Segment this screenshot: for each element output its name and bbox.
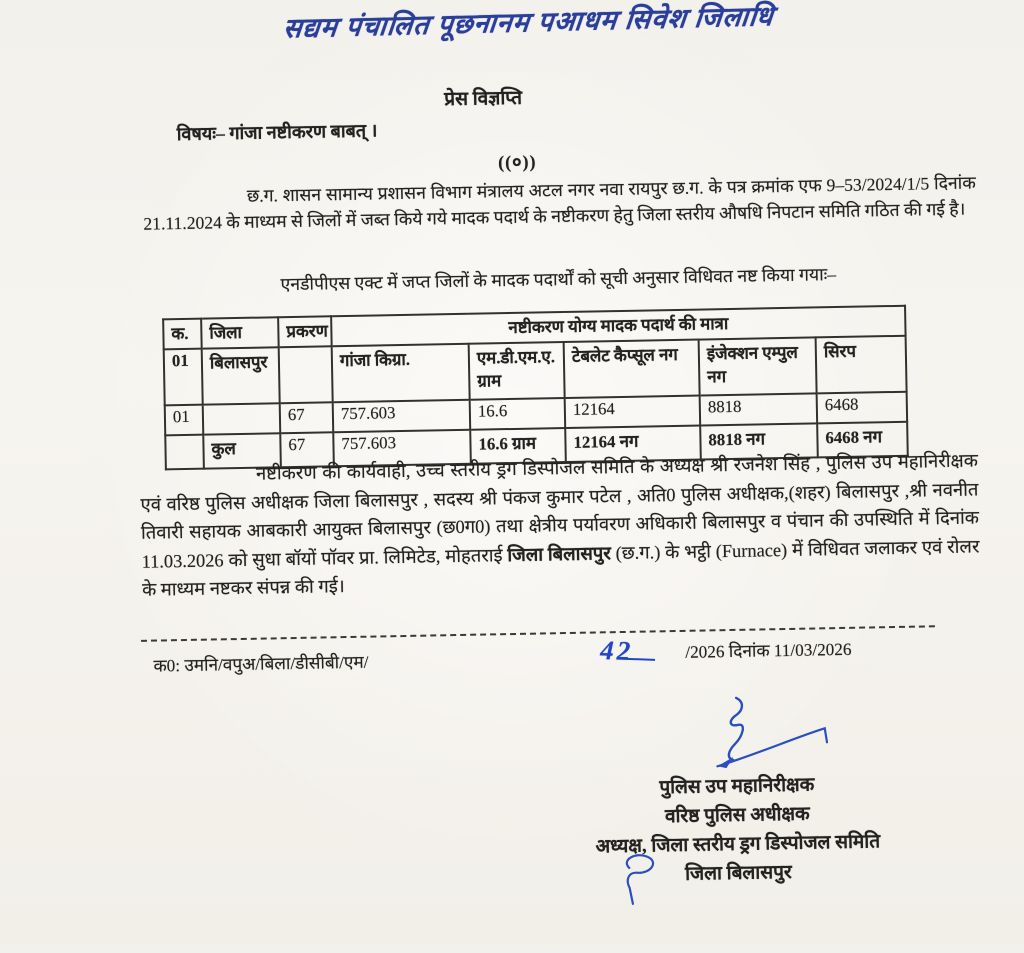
table-cell xyxy=(279,346,333,403)
subheader-syrup: सिरप xyxy=(816,336,907,394)
destruction-quantity-table xyxy=(162,305,909,471)
subheader-mdma-gram: एम.डी.एम.ए. ग्राम xyxy=(469,342,565,400)
table-cell: 01 xyxy=(164,349,203,406)
subheader-tablet-capsule: टेबलेट कैप्सूल नग xyxy=(564,340,700,398)
header-quantity-span: नष्टीकरण योग्य मादक पदार्थ की मात्रा xyxy=(331,306,905,347)
header-district: जिला xyxy=(201,317,279,348)
table-cell: 8818 xyxy=(700,393,818,425)
table-cell: 16.6 xyxy=(470,398,566,430)
table-cell: 757.603 xyxy=(333,400,471,433)
handwritten-top-note: सद्यम पंचालित पूछनानम पआधम सिवेश जिलाधि xyxy=(281,1,776,44)
table-cell: 757.603 xyxy=(333,430,471,467)
para-destruction-action xyxy=(140,446,980,604)
signatory-designation-ssp: वरिष्ठ पुलिस अधीक्षक xyxy=(664,803,810,828)
subheader-ganja-kg: गांजा किग्रा. xyxy=(332,344,470,403)
table-cell: 8818 नग xyxy=(700,423,818,459)
table-cell: 6468 xyxy=(817,392,908,424)
table-cell: 67 xyxy=(280,402,334,433)
total-label-cell: कुल xyxy=(203,433,281,468)
para-committee-formation: छ.ग. शासन सामान्य प्रशासन विभाग मंत्रालय अटल नगर नवा रायपुर छ.ग. के पत्र क्रमांक एफ 9–53/2024/1/5 दिनांक 21.11.2024 के माध्यम से जिलों में जब्त किये गये मादक पदार्थ के नष्टीकरण हेतु जिला स्तरीय औषधि निपटान समिति गठित की गई है। xyxy=(143,172,976,234)
para-action-text: नष्टीकरण की कार्यवाही, उच्च स्तरीय ड्रग डिस्पोजल समिति के अध्यक्ष श्री रजनेश सिंह , पुलिस उप महानिरीक्षक एवं वरिष्ठ पुलिस अधीक्षक जिला बिलासपुर , सदस्य श्री पंकज कुमार पटेल , अति0 पुलिस अधीक्षक,(शहर) बिलासपुर ,श्री नवनीत तिवारी सहायक आबकारी आयुक्त बिलासपुर (छ0ग0) तथा क्षेत्रीय पर्यावरण अधिकारी बिलासपुर व पंचान की उपस्थिति में दिनांक 11.03.2026 को सुधा बॉयों पॉवर प्रा. लिमिटेड, मोहतराई xyxy=(140,450,980,572)
signature-block xyxy=(546,768,930,891)
press-release-title: प्रेस विज्ञप्ति xyxy=(444,87,523,111)
signatory-designation-dig: पुलिस उप महानिरीक्षक xyxy=(659,774,815,799)
dispatch-date-line: /2026 दिनांक 11/03/2026 xyxy=(685,639,852,662)
signature-scribble-icon xyxy=(692,692,843,777)
table-cell: 01 xyxy=(165,405,204,436)
reference-number-prefix: क0: उमनि/वपुअ/बिला/डीसीबी/एम/ xyxy=(153,652,369,676)
table-cell: 6468 नग xyxy=(817,422,908,458)
header-serial: क. xyxy=(163,319,202,350)
para-action-bold-district: जिला बिलासपुर xyxy=(507,542,611,565)
ref-number-digits: 42 xyxy=(599,634,634,667)
para-list-intro: एनडीपीएस एक्ट में जप्त जिलों के मादक पदार्थों को सूची अनुसार विधिवत नष्ट किया गयाः– xyxy=(280,264,837,295)
ref-number-underline xyxy=(627,654,655,661)
table-cell: 16.6 ग्राम xyxy=(470,428,566,464)
table-cell: 67 xyxy=(280,432,334,467)
subheader-injection-ampoule: इंजेक्शन एम्पुल नग xyxy=(699,337,817,395)
pen-mark-icon xyxy=(617,849,682,908)
table-cell: 12164 नग xyxy=(565,426,701,462)
ornament-mark: ((०)) xyxy=(497,151,537,173)
handwritten-ref-number xyxy=(600,635,656,668)
table-cell: बिलासपुर xyxy=(202,347,280,404)
subject-line: विषयः– गांजा नष्टीकरण बाबत् । xyxy=(176,120,378,145)
table-cell: 12164 xyxy=(565,396,701,428)
header-cases: प्रकरण xyxy=(278,316,332,347)
table-cell xyxy=(203,403,281,434)
signatory-designation-chairman: अध्यक्ष, जिला स्तरीय ड्रग डिस्पोजल समिति xyxy=(595,831,881,858)
para-action-text-end: (छ.ग.) के भट्ठी (Furnace) में विधिवत जलाकर एवं रोलर के माध्यम नष्टकर संपन्न की गई। xyxy=(141,536,980,601)
signatory-district: जिला बिलासपुर xyxy=(684,861,792,885)
